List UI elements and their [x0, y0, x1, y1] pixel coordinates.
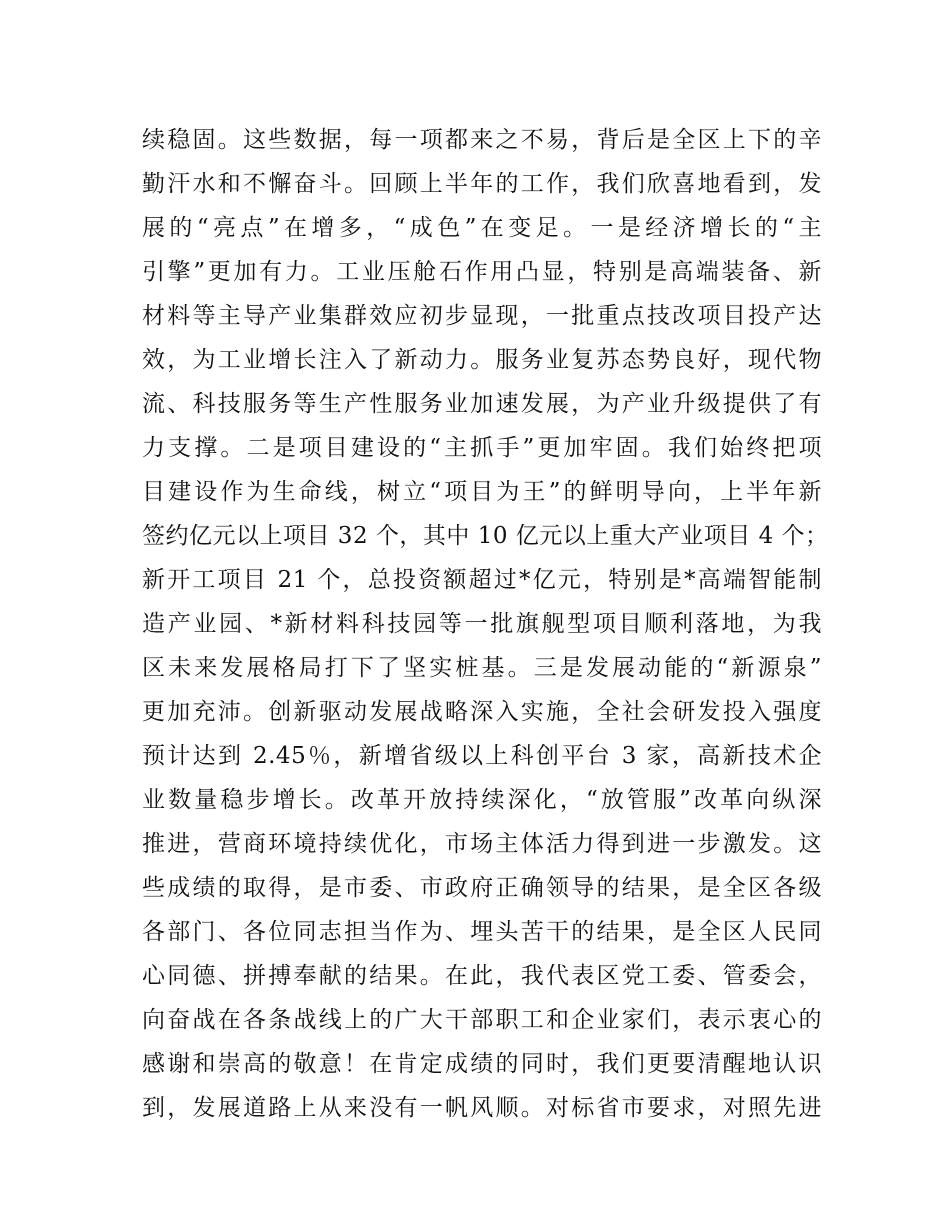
- text-line: 感谢和崇高的敬意！在肯定成绩的同时，我们更要清醒地认识: [142, 1051, 822, 1077]
- text-line: 向奋战在各条战线上的广大干部职工和企业家们，表示衷心的: [142, 1007, 822, 1033]
- text-line: 力支撑。二是项目建设的“主抓手”更加牢固。我们始终把项: [142, 435, 822, 461]
- text-line: 展的“亮点”在增多，“成色”在变足。一是经济增长的“主: [142, 215, 822, 241]
- text-line: 签约亿元以上项目 32 个，其中 10 亿元以上重大产业项目 4 个；: [142, 523, 829, 549]
- text-line: 续稳固。这些数据，每一项都来之不易，背后是全区上下的辛: [142, 127, 822, 153]
- text-line: 效，为工业增长注入了新动力。服务业复苏态势良好，现代物: [142, 347, 822, 373]
- text-line: 流、科技服务等生产性服务业加速发展，为产业升级提供了有: [142, 391, 822, 417]
- body-text: [142, 118, 829, 1130]
- text-line: 业数量稳步增长。改革开放持续深化，“放管服”改革向纵深: [142, 787, 822, 813]
- text-line: 更加充沛。创新驱动发展战略深入实施，全社会研发投入强度: [142, 699, 822, 725]
- text-line: 各部门、各位同志担当作为、埋头苦干的结果，是全区人民同: [142, 919, 822, 945]
- text-line: 引擎”更加有力。工业压舱石作用凸显，特别是高端装备、新: [142, 259, 822, 285]
- text-line: 新开工项目 21 个，总投资额超过*亿元，特别是*高端智能制: [142, 567, 822, 593]
- text-line: 预计达到 2.45％，新增省级以上科创平台 3 家，高新技术企: [142, 743, 822, 769]
- text-line: 造产业园、*新材料科技园等一批旗舰型项目顺利落地，为我: [142, 611, 822, 637]
- text-line: 推进，营商环境持续优化，市场主体活力得到进一步激发。这: [142, 831, 822, 857]
- text-line: 材料等主导产业集群效应初步显现，一批重点技改项目投产达: [142, 303, 822, 329]
- text-line: 区未来发展格局打下了坚实桩基。三是发展动能的“新源泉”: [142, 655, 822, 681]
- text-line: 目建设作为生命线，树立“项目为王”的鲜明导向，上半年新: [142, 479, 822, 505]
- text-line: 心同德、拼搏奉献的结果。在此，我代表区党工委、管委会，: [142, 963, 822, 989]
- text-line: 到，发展道路上从来没有一帆风顺。对标省市要求，对照先进: [142, 1095, 822, 1121]
- text-line: 勤汗水和不懈奋斗。回顾上半年的工作，我们欣喜地看到，发: [142, 171, 822, 197]
- text-line: 些成绩的取得，是市委、市政府正确领导的结果，是全区各级: [142, 875, 822, 901]
